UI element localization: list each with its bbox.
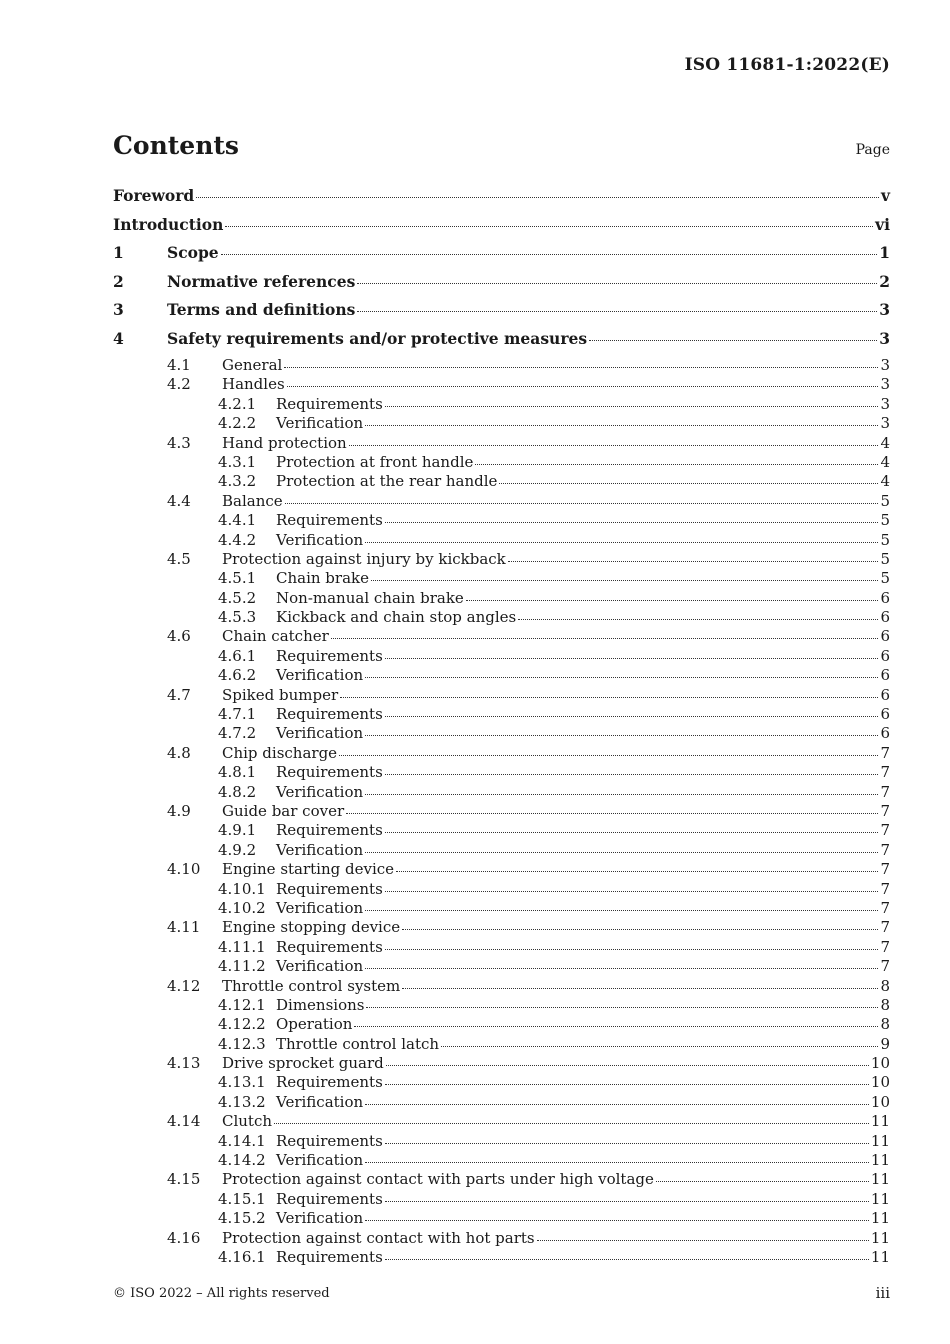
toc-entry-number: 4.9: [167, 801, 191, 820]
toc-entry[interactable]: [113, 705, 890, 724]
toc-entry-title: Verification: [276, 666, 364, 685]
toc-entry[interactable]: [113, 589, 890, 608]
dot-leader: [402, 928, 878, 930]
toc-entry-title: Clutch: [222, 1112, 273, 1131]
toc-entry-page: 11: [870, 1151, 890, 1170]
toc-entry-title: Spiked bumper: [222, 685, 339, 704]
toc-entry[interactable]: [113, 744, 890, 763]
toc-entry-page: 6: [880, 705, 890, 724]
toc-entry-number: 4.10.2: [218, 898, 266, 917]
toc-entry-page: 4: [880, 472, 890, 491]
page-column-label: Page: [855, 142, 890, 158]
dot-leader: [365, 676, 878, 678]
toc-entry-title: Chain catcher: [222, 627, 329, 646]
dot-leader: [385, 521, 879, 523]
toc-entry[interactable]: [113, 880, 890, 899]
toc-entry-page: 7: [880, 763, 890, 782]
toc-entry-title: Dimensions: [276, 995, 365, 1014]
toc-entry-number: 4.11.2: [218, 957, 266, 976]
dot-leader: [589, 339, 877, 341]
toc-entry-page: 11: [870, 1131, 890, 1150]
dot-leader: [331, 637, 879, 639]
toc-entry-number: 4.2.2: [218, 414, 257, 433]
page-title: Contents: [113, 131, 240, 160]
toc-entry-page: 7: [880, 879, 890, 898]
toc-entry-title: Engine stopping device: [222, 918, 401, 937]
dot-leader: [396, 870, 878, 872]
copyright-notice: © ISO 2022 – All rights reserved: [113, 1286, 330, 1301]
toc-entry-title: Requirements: [276, 646, 383, 665]
toc-entry-title: Verification: [276, 414, 364, 433]
dot-leader: [518, 618, 878, 620]
toc-entry[interactable]: [113, 1209, 890, 1228]
dot-leader: [385, 1142, 869, 1144]
toc-entry-number: 4.7.2: [218, 724, 257, 743]
toc-entry-title: Balance: [222, 491, 283, 510]
toc-entry-title: Safety requirements and/or protective measures: [167, 328, 588, 348]
toc-entry-page: 5: [880, 549, 890, 568]
toc-entry-number: 4.14.1: [218, 1131, 266, 1150]
toc-entry-title: Requirements: [276, 763, 383, 782]
toc-entry[interactable]: [113, 899, 890, 918]
toc-entry-title: Normative references: [167, 271, 356, 291]
document-id: ISO 11681-1:2022(E): [684, 55, 890, 75]
toc-entry-title: Protection against contact with hot parts: [222, 1228, 535, 1247]
toc-entry-number: 4.1: [167, 356, 191, 374]
toc-entry-title: Verification: [276, 1209, 364, 1228]
dot-leader: [385, 948, 879, 950]
toc-entry-number: 4.5.1: [218, 569, 257, 588]
toc-entry-title: Terms and definitions: [167, 300, 356, 319]
toc-entry[interactable]: [113, 395, 890, 414]
toc-entry[interactable]: [113, 375, 890, 394]
toc-entry-title: Engine starting device: [222, 860, 395, 879]
toc-entry-page: 11: [870, 1170, 890, 1189]
toc-entry-title: Chip discharge: [222, 743, 338, 762]
toc-entry-page: 7: [880, 743, 890, 762]
toc-entry-title: Verification: [276, 840, 364, 859]
page-number: iii: [875, 1284, 890, 1302]
toc-entry-page: 7: [880, 782, 890, 801]
toc-entry-number: 4.5.2: [218, 588, 257, 607]
toc-entry[interactable]: [113, 1151, 890, 1170]
dot-leader: [385, 405, 879, 407]
toc-entry-number: 4.11.1: [218, 937, 266, 956]
dot-leader: [287, 385, 879, 387]
toc-entry-page: 3: [880, 375, 890, 394]
toc-entry-number: 4.4.1: [218, 511, 257, 530]
toc-entry-number: 4.13: [167, 1054, 201, 1073]
toc-entry[interactable]: [113, 1035, 890, 1054]
toc-entry-number: 4.6: [167, 627, 191, 646]
toc-entry-page: v: [880, 186, 890, 205]
toc-entry-number: 4.13.2: [218, 1092, 266, 1111]
toc-entry-number: 4.6.2: [218, 666, 257, 685]
toc-entry[interactable]: [113, 608, 890, 627]
toc-entry-number: 4.2.1: [218, 394, 257, 413]
dot-leader: [508, 560, 879, 562]
toc-entry[interactable]: [113, 647, 890, 666]
toc-entry[interactable]: [113, 328, 890, 357]
table-of-contents: [113, 185, 890, 1267]
toc-entry-page: 6: [880, 724, 890, 743]
toc-entry-number: 1: [113, 243, 124, 262]
toc-entry-title: Requirements: [276, 879, 383, 898]
toc-entry-title: Requirements: [276, 1189, 383, 1208]
toc-entry-title: Requirements: [276, 511, 383, 530]
toc-entry[interactable]: [113, 1132, 890, 1151]
toc-entry[interactable]: [113, 472, 890, 491]
toc-entry-page: 8: [880, 1015, 890, 1034]
dot-leader: [385, 890, 879, 892]
toc-entry[interactable]: [113, 802, 890, 821]
toc-entry-page: 7: [880, 840, 890, 859]
toc-entry[interactable]: [113, 1073, 890, 1092]
toc-entry-title: Hand protection: [222, 433, 347, 452]
toc-entry-page: 5: [880, 530, 890, 549]
toc-entry-number: 4.8.2: [218, 782, 257, 801]
toc-entry-number: 3: [113, 300, 124, 319]
toc-entry-number: 4.12.3: [218, 1034, 266, 1053]
dot-leader: [385, 715, 879, 717]
toc-entry-title: Requirements: [276, 1073, 383, 1092]
toc-entry-page: 4: [880, 433, 890, 452]
toc-entry-title: Requirements: [276, 394, 383, 413]
toc-entry[interactable]: [113, 569, 890, 588]
toc-entry[interactable]: [113, 242, 890, 271]
toc-entry-number: 4.6.1: [218, 646, 257, 665]
dot-leader: [365, 541, 878, 543]
toc-entry-title: Requirements: [276, 821, 383, 840]
toc-entry-number: 4.7: [167, 685, 191, 704]
toc-entry[interactable]: [113, 627, 890, 646]
dot-leader: [385, 773, 879, 775]
toc-entry[interactable]: [113, 957, 890, 976]
dot-leader: [365, 734, 878, 736]
dot-leader: [340, 696, 878, 698]
toc-entry-title: Protection at front handle: [276, 452, 474, 471]
toc-entry-page: 11: [870, 1189, 890, 1208]
toc-entry-page: 11: [870, 1112, 890, 1131]
toc-entry-title: Throttle control system: [222, 976, 401, 995]
toc-entry-page: 6: [880, 588, 890, 607]
toc-entry-page: 6: [880, 685, 890, 704]
toc-entry[interactable]: [113, 977, 890, 996]
toc-entry[interactable]: [113, 1170, 890, 1189]
toc-entry-title: Requirements: [276, 1247, 383, 1266]
toc-entry-number: 4.11: [167, 918, 201, 937]
toc-entry-title: Verification: [276, 1092, 364, 1111]
dot-leader: [499, 482, 878, 484]
toc-entry-page: 11: [870, 1247, 890, 1266]
dot-leader: [365, 851, 878, 853]
dot-leader: [385, 1083, 869, 1085]
toc-entry[interactable]: [113, 1190, 890, 1209]
toc-entry[interactable]: [113, 1229, 890, 1248]
toc-entry-number: 2: [113, 271, 124, 291]
toc-entry-number: 4.8: [167, 743, 191, 762]
toc-entry-title: Verification: [276, 782, 364, 801]
toc-entry-number: 4.16.1: [218, 1247, 266, 1266]
toc-entry-number: 4.4.2: [218, 530, 257, 549]
toc-entry-number: 4: [113, 328, 124, 348]
toc-entry-title: Foreword: [113, 186, 195, 205]
dot-leader: [349, 444, 879, 446]
dot-leader: [221, 253, 878, 255]
dot-leader: [371, 579, 878, 581]
toc-entry-page: 8: [880, 976, 890, 995]
toc-entry[interactable]: [113, 511, 890, 530]
dot-leader: [225, 225, 873, 227]
toc-entry-number: 4.14: [167, 1112, 201, 1131]
dot-leader: [537, 1239, 869, 1241]
dot-leader: [466, 599, 879, 601]
toc-entry[interactable]: [113, 356, 890, 375]
dot-leader: [385, 1200, 869, 1202]
dot-leader: [366, 1006, 878, 1008]
dot-leader: [441, 1045, 878, 1047]
toc-entry[interactable]: [113, 414, 890, 433]
dot-leader: [365, 1219, 869, 1221]
toc-entry-number: 4.7.1: [218, 705, 257, 724]
toc-entry-title: Verification: [276, 530, 364, 549]
toc-entry[interactable]: [113, 860, 890, 879]
toc-entry-title: Protection against injury by kickback: [222, 549, 506, 568]
toc-entry-page: 6: [880, 608, 890, 627]
toc-entry-title: Handles: [222, 375, 285, 394]
toc-entry-title: Protection at the rear handle: [276, 472, 498, 491]
toc-entry-page: vi: [875, 214, 890, 234]
toc-entry-page: 6: [880, 646, 890, 665]
dot-leader: [285, 502, 879, 504]
toc-entry-page: 9: [880, 1034, 890, 1053]
toc-entry-number: 4.5.3: [218, 608, 257, 627]
toc-entry[interactable]: [113, 550, 890, 569]
dot-leader: [339, 754, 878, 756]
toc-entry-number: 4.13.1: [218, 1073, 266, 1092]
toc-entry-page: 7: [880, 957, 890, 976]
toc-entry-page: 10: [870, 1073, 890, 1092]
toc-entry-title: Operation: [276, 1015, 353, 1034]
toc-entry-page: 5: [880, 569, 890, 588]
toc-entry-title: Verification: [276, 724, 364, 743]
dot-leader: [475, 463, 878, 465]
toc-entry-title: Scope: [167, 243, 219, 262]
toc-entry-number: 4.12: [167, 976, 201, 995]
toc-entry-page: 7: [880, 898, 890, 917]
toc-entry[interactable]: [113, 783, 890, 802]
toc-entry[interactable]: [113, 1112, 890, 1131]
toc-entry-title: Kickback and chain stop angles: [276, 608, 517, 627]
toc-entry[interactable]: [113, 996, 890, 1015]
toc-entry-title: Guide bar cover: [222, 801, 345, 820]
toc-entry-page: 8: [880, 995, 890, 1014]
toc-entry-page: 3: [880, 394, 890, 413]
dot-leader: [365, 424, 878, 426]
toc-entry[interactable]: [113, 492, 890, 511]
toc-entry-page: 2: [879, 271, 890, 291]
toc-entry[interactable]: [113, 724, 890, 743]
dot-leader: [365, 967, 878, 969]
toc-entry-title: Verification: [276, 898, 364, 917]
toc-entry-title: General: [222, 356, 283, 374]
toc-entry-page: 3: [879, 300, 890, 319]
toc-entry[interactable]: [113, 763, 890, 782]
toc-entry-title: Verification: [276, 957, 364, 976]
dot-leader: [385, 1258, 869, 1260]
dot-leader: [196, 196, 879, 198]
toc-entry-number: 4.14.2: [218, 1151, 266, 1170]
toc-entry-page: 6: [880, 627, 890, 646]
toc-entry[interactable]: [113, 666, 890, 685]
toc-entry-page: 6: [880, 666, 890, 685]
toc-entry-page: 1: [879, 243, 890, 262]
toc-entry-number: 4.12.2: [218, 1015, 266, 1034]
toc-entry-number: 4.4: [167, 491, 191, 510]
dot-leader: [656, 1180, 869, 1182]
dot-leader: [365, 909, 878, 911]
toc-entry-page: 7: [880, 821, 890, 840]
toc-entry[interactable]: [113, 1054, 890, 1073]
toc-entry-page: 7: [880, 937, 890, 956]
toc-entry[interactable]: [113, 1015, 890, 1034]
dot-leader: [354, 1025, 878, 1027]
toc-entry-number: 4.3: [167, 433, 191, 452]
dot-leader: [386, 1064, 869, 1066]
toc-entry-title: Non-manual chain brake: [276, 588, 464, 607]
toc-entry-number: 4.15.2: [218, 1209, 266, 1228]
toc-entry-title: Introduction: [113, 214, 224, 234]
toc-entry[interactable]: [113, 821, 890, 840]
toc-entry-page: 5: [880, 511, 890, 530]
toc-entry[interactable]: [113, 271, 890, 300]
toc-entry-title: Protection against contact with parts under high voltage: [222, 1170, 654, 1189]
toc-entry-page: 10: [870, 1054, 890, 1073]
toc-entry-number: 4.9.1: [218, 821, 257, 840]
dot-leader: [365, 1103, 869, 1105]
dot-leader: [365, 1161, 869, 1163]
toc-entry-page: 4: [880, 452, 890, 471]
toc-entry-page: 3: [880, 414, 890, 433]
toc-entry-page: 5: [880, 491, 890, 510]
toc-entry-title: Drive sprocket guard: [222, 1054, 384, 1073]
toc-entry[interactable]: [113, 531, 890, 550]
toc-entry-page: 7: [880, 918, 890, 937]
dot-leader: [346, 812, 878, 814]
toc-entry-page: 7: [880, 801, 890, 820]
toc-entry-page: 7: [880, 860, 890, 879]
toc-entry-number: 4.16: [167, 1228, 201, 1247]
toc-entry[interactable]: [113, 938, 890, 957]
dot-leader: [385, 831, 879, 833]
toc-entry-number: 4.12.1: [218, 995, 266, 1014]
toc-entry-page: 3: [880, 356, 890, 374]
toc-entry-title: Chain brake: [276, 569, 369, 588]
toc-entry-title: Throttle control latch: [276, 1034, 440, 1053]
toc-entry-title: Requirements: [276, 937, 383, 956]
toc-entry-page: 3: [879, 328, 890, 348]
toc-entry[interactable]: [113, 299, 890, 328]
toc-entry[interactable]: [113, 185, 890, 214]
toc-entry-page: 10: [870, 1092, 890, 1111]
dot-leader: [365, 793, 878, 795]
toc-entry[interactable]: [113, 841, 890, 860]
dot-leader: [274, 1122, 869, 1124]
toc-entry-number: 4.3.2: [218, 472, 257, 491]
toc-entry-number: 4.15: [167, 1170, 201, 1189]
toc-entry-number: 4.15.1: [218, 1189, 266, 1208]
toc-entry-title: Verification: [276, 1151, 364, 1170]
toc-entry-title: Requirements: [276, 1131, 383, 1150]
dot-leader: [402, 987, 878, 989]
toc-entry-number: 4.3.1: [218, 452, 257, 471]
toc-entry[interactable]: [113, 918, 890, 937]
dot-leader: [385, 657, 879, 659]
toc-entry-number: 4.10: [167, 860, 201, 879]
dot-leader: [357, 310, 877, 312]
toc-entry-number: 4.10.1: [218, 879, 266, 898]
toc-entry-number: 4.9.2: [218, 840, 257, 859]
toc-entry-page: 11: [870, 1209, 890, 1228]
toc-entry-number: 4.2: [167, 375, 191, 394]
toc-entry[interactable]: [113, 1248, 890, 1267]
toc-entry[interactable]: [113, 453, 890, 472]
toc-entry-title: Requirements: [276, 705, 383, 724]
toc-entry-number: 4.8.1: [218, 763, 257, 782]
toc-entry-number: 4.5: [167, 549, 191, 568]
dot-leader: [357, 282, 877, 284]
toc-entry[interactable]: [113, 686, 890, 705]
toc-entry-page: 11: [870, 1228, 890, 1247]
toc-entry[interactable]: [113, 214, 890, 243]
dot-leader: [284, 366, 878, 368]
toc-entry[interactable]: [113, 1093, 890, 1112]
toc-entry[interactable]: [113, 434, 890, 453]
